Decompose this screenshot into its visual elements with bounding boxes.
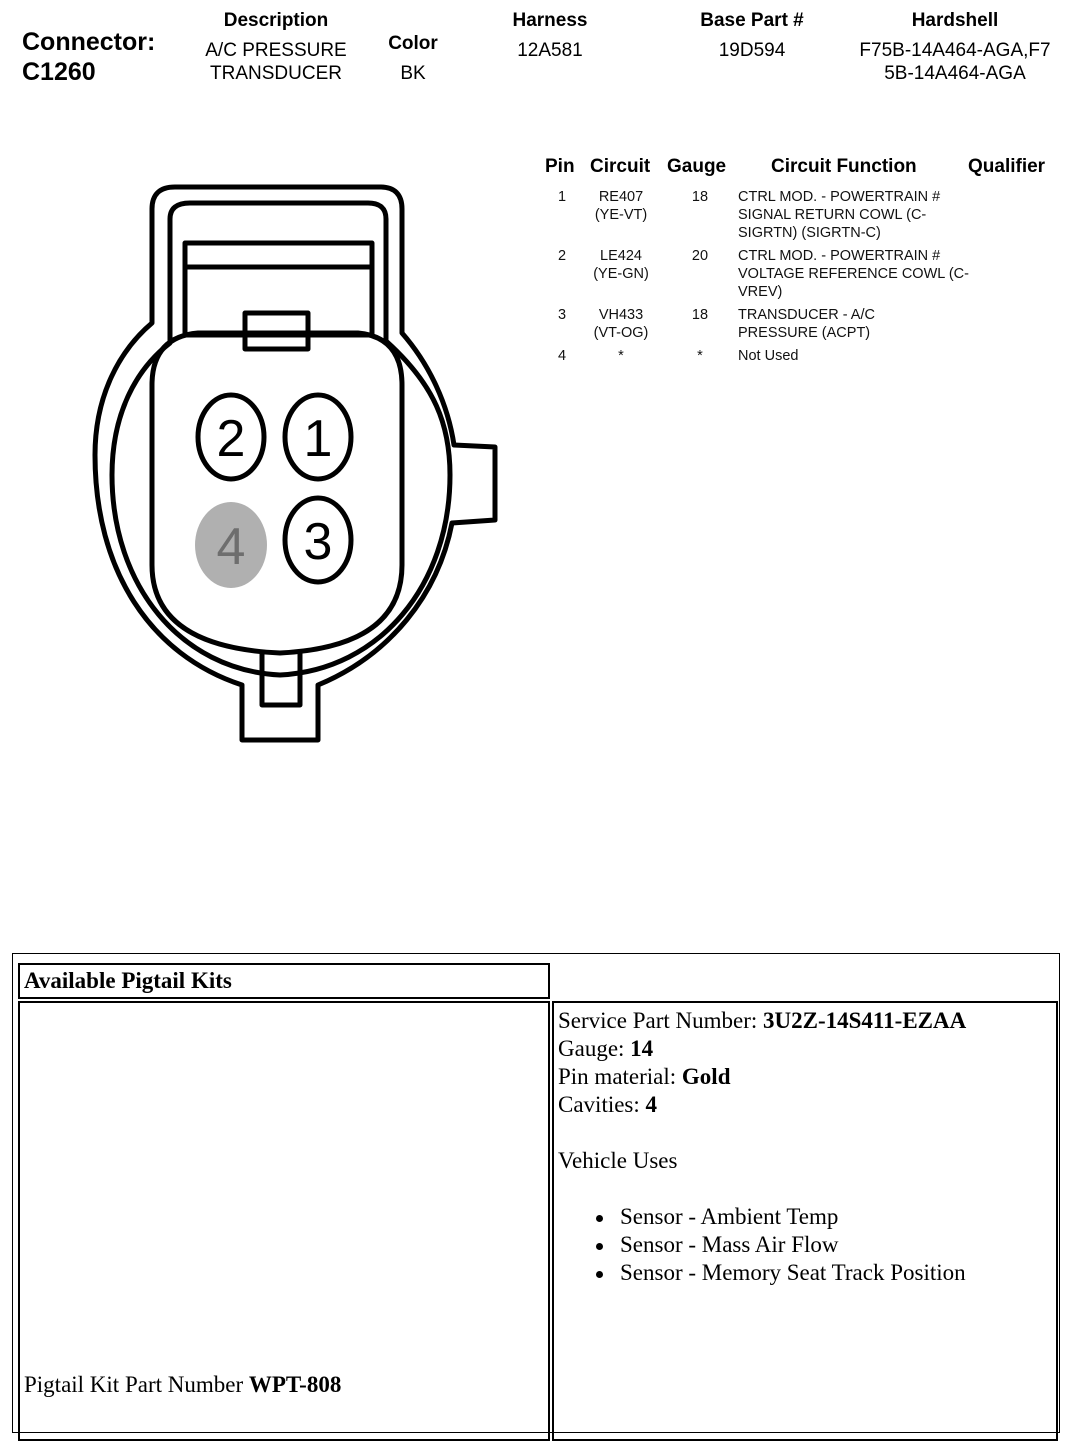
row-pin: 2 — [557, 248, 567, 264]
function-column-header: Circuit Function — [771, 156, 917, 177]
kit-part-value: WPT-808 — [248, 1372, 342, 1397]
pigtail-image-cell — [18, 1001, 550, 1441]
pin-column-header: Pin — [545, 156, 575, 177]
qualifier-column-header: Qualifier — [968, 156, 1046, 177]
row-gauge: 20 — [691, 248, 709, 264]
row-wire-color: (VT-OG) — [593, 325, 649, 341]
service-part-label: Service Part Number: — [558, 1008, 764, 1033]
pin-2-label: 2 — [216, 410, 246, 468]
pin-4-label: 4 — [216, 518, 246, 576]
vehicle-uses-list — [558, 1203, 1052, 1287]
row-gauge: 18 — [691, 307, 709, 323]
base-part-value: 19D594 — [718, 40, 786, 61]
base-part-header: Base Part # — [700, 10, 804, 31]
description-value: A/C PRESSURE TRANSDUCER — [205, 40, 347, 84]
row-wire-color: (YE-GN) — [593, 266, 649, 282]
row-function: Not Used — [738, 348, 799, 364]
gauge-line — [558, 1035, 1052, 1063]
connector-id: C1260 — [22, 58, 96, 86]
pigtail-kits-table — [12, 953, 1060, 1433]
gauge-column-header: Gauge — [667, 156, 727, 177]
row-wire-color: (YE-VT) — [594, 207, 648, 223]
hardshell-header: Hardshell — [911, 10, 999, 31]
harness-value: 12A581 — [517, 40, 583, 61]
row-gauge: 18 — [691, 189, 709, 205]
cavities-label: Cavities: — [558, 1092, 646, 1117]
pigtail-details-cell — [552, 1001, 1058, 1441]
vehicle-uses-label: Vehicle Uses — [558, 1148, 678, 1173]
pin-material-value: Gold — [681, 1064, 731, 1089]
list-item: Sensor - Mass Air Flow — [558, 1231, 1052, 1259]
row-circuit: VH433 — [598, 307, 644, 323]
service-part-line — [558, 1007, 1052, 1035]
row-pin: 1 — [557, 189, 567, 205]
kit-part-number — [24, 1371, 341, 1399]
harness-header: Harness — [512, 10, 588, 31]
connector-insert — [152, 333, 402, 653]
row-function: CTRL MOD. - POWERTRAIN # SIGNAL RETURN COWL (C-SIGRTN) (SIGRTN-C) — [738, 189, 941, 241]
pigtail-title-cell — [18, 963, 550, 999]
color-value: BK — [400, 63, 426, 84]
description-header: Description — [223, 10, 329, 31]
color-header: Color — [388, 33, 438, 54]
cavities-value: 4 — [645, 1092, 658, 1117]
pin-material-line — [558, 1063, 1052, 1091]
row-function: CTRL MOD. - POWERTRAIN # VOLTAGE REFERENCE COWL (C-VREV) — [738, 248, 969, 300]
connector-latch — [185, 243, 372, 335]
connector-face-diagram — [90, 175, 510, 755]
list-item: Sensor - Ambient Temp — [558, 1203, 1052, 1231]
list-item: Sensor - Memory Seat Track Position — [558, 1259, 1052, 1287]
service-part-value: 3U2Z-14S411-EZAA — [763, 1008, 967, 1033]
pin-3-label: 3 — [303, 513, 333, 571]
row-pin: 4 — [557, 348, 567, 364]
row-function: TRANSDUCER - A/C PRESSURE (ACPT) — [738, 307, 875, 341]
connector-title — [22, 27, 155, 87]
cavities-line — [558, 1091, 1052, 1119]
connector-label: Connector: — [22, 28, 156, 56]
kit-part-label: Pigtail Kit Part Number — [24, 1372, 249, 1397]
gauge-label: Gauge: — [558, 1036, 631, 1061]
row-pin: 3 — [557, 307, 567, 323]
pin-material-label: Pin material: — [558, 1064, 682, 1089]
pigtail-title: Available Pigtail Kits — [24, 968, 232, 993]
hardshell-value: F75B-14A464-AGA,F75B-14A464-AGA — [859, 40, 1051, 84]
row-gauge: * — [697, 348, 703, 364]
gauge-value: 14 — [630, 1036, 654, 1061]
circuit-column-header: Circuit — [590, 156, 651, 177]
row-circuit: * — [618, 348, 624, 364]
row-circuit: RE407 — [598, 189, 644, 205]
row-circuit: LE424 — [600, 248, 642, 264]
pin-1-label: 1 — [303, 410, 333, 468]
